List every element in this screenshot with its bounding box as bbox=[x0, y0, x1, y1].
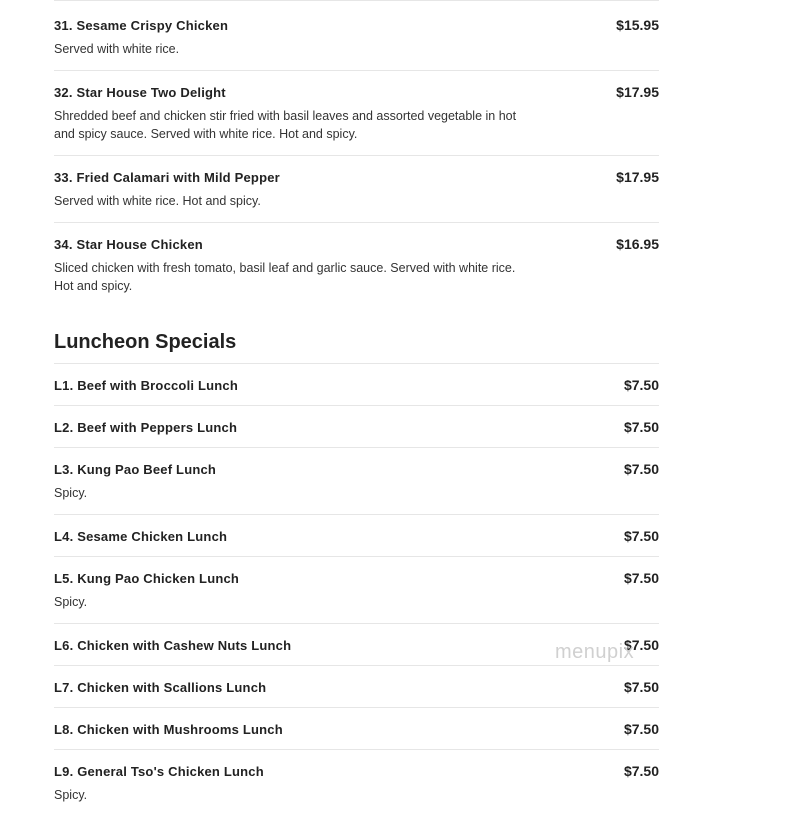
item-name: L9. General Tso's Chicken Lunch bbox=[54, 764, 264, 779]
item-description: Spicy. bbox=[54, 595, 88, 609]
menu-item bbox=[54, 364, 659, 406]
item-price: $17.95 bbox=[616, 84, 659, 100]
menu-item bbox=[54, 557, 659, 624]
item-name: L4. Sesame Chicken Lunch bbox=[54, 529, 228, 544]
menu-item bbox=[54, 515, 659, 557]
dish-list bbox=[54, 4, 659, 307]
menu-item bbox=[54, 750, 659, 816]
item-price: $7.50 bbox=[623, 461, 659, 477]
watermark: menupix bbox=[555, 641, 635, 663]
item-name: L5. Kung Pao Chicken Lunch bbox=[54, 571, 240, 586]
item-description: Served with white rice. Hot and spicy. bbox=[54, 194, 261, 208]
item-price: $7.50 bbox=[623, 637, 659, 653]
item-price: $16.95 bbox=[616, 236, 659, 252]
item-description: Spicy. bbox=[54, 788, 88, 802]
menu-item bbox=[54, 708, 659, 750]
item-description: Sliced chicken with fresh tomato, basil leaf and garlic sauce. Served with white rice. Hot and spicy. bbox=[54, 261, 516, 293]
item-name: L8. Chicken with Mushrooms Lunch bbox=[54, 722, 283, 737]
item-name: 34. Star House Chicken bbox=[54, 237, 203, 252]
item-price: $17.95 bbox=[616, 169, 659, 185]
menu-item bbox=[54, 448, 659, 515]
menu-item bbox=[54, 71, 659, 156]
item-name: L3. Kung Pao Beef Lunch bbox=[54, 462, 217, 477]
item-description: Spicy. bbox=[54, 486, 88, 500]
item-name: L7. Chicken with Scallions Lunch bbox=[54, 680, 267, 695]
item-name: L6. Chicken with Cashew Nuts Lunch bbox=[54, 638, 292, 653]
item-description: Served with white rice. bbox=[54, 42, 180, 56]
item-price: $7.50 bbox=[623, 570, 659, 586]
item-name: L2. Beef with Peppers Lunch bbox=[54, 420, 238, 435]
item-name: 31. Sesame Crispy Chicken bbox=[54, 18, 229, 33]
item-name: L1. Beef with Broccoli Lunch bbox=[54, 378, 239, 393]
menu-item bbox=[54, 156, 659, 223]
menu-item bbox=[54, 666, 659, 708]
item-price: $7.50 bbox=[623, 721, 659, 737]
item-description: Shredded beef and chicken stir fried with basil leaves and assorted vegetable in hot and spicy sauce. Served with white rice. Hot and spicy. bbox=[54, 109, 517, 141]
menu-list bbox=[54, 0, 659, 816]
item-price: $15.95 bbox=[616, 17, 659, 33]
menu-item bbox=[54, 223, 659, 307]
luncheon-list bbox=[54, 364, 659, 816]
item-price: $7.50 bbox=[623, 679, 659, 695]
item-name: 33. Fried Calamari with Mild Pepper bbox=[54, 170, 280, 185]
item-price: $7.50 bbox=[623, 528, 659, 544]
menu-item bbox=[54, 4, 659, 71]
item-price: $7.50 bbox=[623, 419, 659, 435]
item-price: $7.50 bbox=[623, 763, 659, 779]
menu-item bbox=[54, 406, 659, 448]
item-name: 32. Star House Two Delight bbox=[54, 85, 226, 100]
item-price: $7.50 bbox=[623, 377, 659, 393]
section-title: Luncheon Specials bbox=[54, 307, 659, 364]
